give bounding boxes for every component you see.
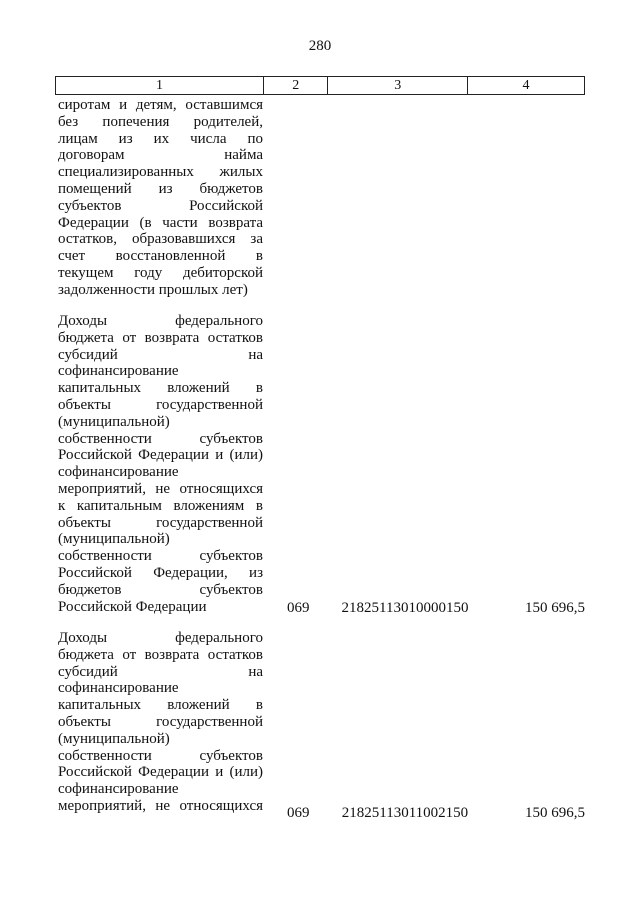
header-col-4: 4 (468, 77, 585, 95)
row-2-code: 069 (287, 600, 310, 616)
row-2-amount: 150 696,5 (525, 600, 585, 616)
row-2-description (58, 313, 263, 615)
text-line: к капитальным вложениям в (58, 497, 263, 514)
text-line: субсидий на (58, 663, 263, 680)
text-line: Доходы федерального (58, 630, 263, 646)
text-line: Российской Федерации, из (58, 564, 263, 581)
text-line: софинансирование (58, 363, 179, 380)
text-line: (муниципальной) (58, 531, 170, 548)
text-line: помещений из бюджетов (58, 180, 263, 197)
text-line: мероприятий, не относящихся (58, 480, 263, 497)
text-line: Доходы федерального (58, 313, 263, 329)
text-line: текущем году дебиторской (58, 264, 263, 281)
text-line: бюджета от возврата остатков (58, 329, 263, 346)
text-line: софинансирование (58, 781, 179, 798)
text-line: сиротам и детям, оставшимся (58, 97, 263, 113)
row-3-description (58, 630, 263, 815)
text-line: Российской Федерации и (или) (58, 764, 263, 781)
header-col-1: 1 (56, 77, 264, 95)
text-line: капитальных вложений в (58, 697, 263, 714)
row-1-description (58, 97, 263, 299)
text-line: без попечения родителей, (58, 113, 263, 130)
text-line: капитальных вложений в (58, 380, 263, 397)
text-line: договорам найма (58, 147, 263, 164)
header-col-2: 2 (263, 77, 327, 95)
table-header (55, 76, 585, 95)
header-col-3: 3 (328, 77, 468, 95)
text-line: субъектов Российской (58, 197, 263, 214)
text-line: счет восстановленной в (58, 248, 263, 265)
row-2-kbk: 21825113010000150 (341, 600, 469, 616)
text-line: бюджетов субъектов (58, 581, 263, 598)
text-line: собственности субъектов (58, 548, 263, 565)
text-line: объекты государственной (58, 396, 263, 413)
text-line: специализированных жилых (58, 164, 263, 181)
text-line: объекты государственной (58, 514, 263, 531)
text-line: Российской Федерации (58, 598, 207, 615)
row-3-amount: 150 696,5 (525, 805, 585, 821)
text-line: (муниципальной) (58, 730, 170, 747)
text-line: (муниципальной) (58, 413, 170, 430)
text-line: лицам из их числа по (58, 130, 263, 147)
text-line: остатков, образовавшихся за (58, 231, 263, 248)
text-line: софинансирование (58, 464, 179, 481)
text-line: бюджета от возврата остатков (58, 646, 263, 663)
text-line: мероприятий, не относящихся (58, 797, 263, 814)
text-line: задолженности прошлых лет) (58, 281, 248, 298)
row-3-code: 069 (287, 805, 310, 821)
text-line: софинансирование (58, 680, 179, 697)
text-line: объекты государственной (58, 713, 263, 730)
page-number: 280 (308, 38, 332, 54)
text-line: Российской Федерации и (или) (58, 447, 263, 464)
text-line: субсидий на (58, 346, 263, 363)
text-line: собственности субъектов (58, 747, 263, 764)
text-line: собственности субъектов (58, 430, 263, 447)
text-line: Федерации (в части возврата (58, 214, 263, 231)
row-3-kbk: 21825113011002150 (341, 805, 469, 821)
